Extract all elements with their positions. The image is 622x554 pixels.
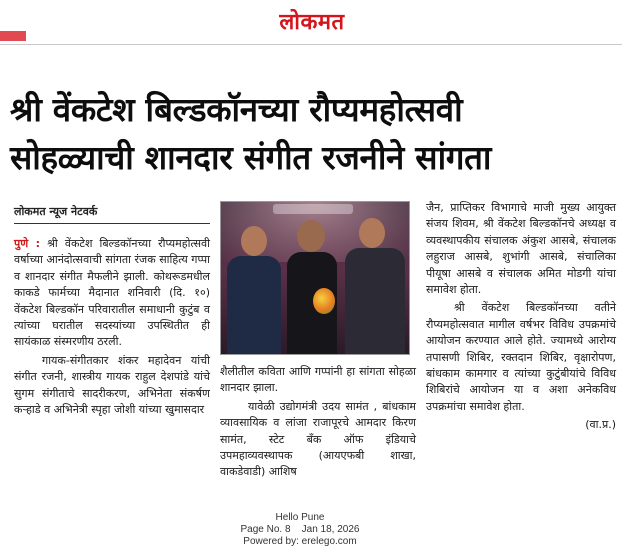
article-credit: (वा.प्र.) [585, 418, 616, 432]
dateline-place: पुणे : [14, 237, 41, 250]
article-photo [220, 201, 410, 355]
headline-line-1: श्री वेंकटेश बिल्डकॉनच्या रौप्यमहोत्सवी [10, 90, 463, 129]
footer-page-date: Page No. 8 Jan 18, 2026 [240, 524, 360, 535]
footer-powered-by: Powered by: erelego.com [243, 536, 357, 547]
col2-paragraph-1: शैलीतील कविता आणि गप्पांनी हा सांगता सोहळा शानदार झाला. [220, 365, 416, 395]
byline: लोकमत न्यूज नेटवर्क [14, 204, 210, 224]
article-headline [10, 86, 610, 182]
stage-sign [273, 204, 353, 214]
masthead-accent-mark [0, 31, 26, 41]
col3-paragraph-2: श्री वेंकटेश बिल्डकॉनच्या वतीने रौप्यमहोत्सवात मागील वर्षभर विविध उपक्रमांचे आयोजन करण्यात आले होते. ज्यामध्ये आरोग्य तपासणी शिबिर, रक्तदान शिबिर, वृक्षारोपण, बांधकाम कामगार व त्यांच्या कुटुंबीयांचे विविध शिबिरांचे आयोजन या व अशा अनेकविध उपक्रमांचा समावेश होता. [426, 301, 616, 413]
article-column-2 [220, 364, 416, 483]
footer-edition: Hello Pune [275, 512, 325, 523]
masthead [0, 0, 622, 45]
page-footer [220, 512, 380, 548]
col3-paragraph-1: जैन, प्राप्तिकर विभागाचे माजी मुख्य आयुक्त संजय शिवम, श्री वेंकटेश बिल्डकॉनचे अध्यक्ष व व्यवस्थापकीय संचालक अंकुश आसबे, संचालक लहुराज आसबे, शुभांगी आसबे, संचालिका पीयूषा आसबे व संचालक अमित मोडगी यांचा समावेश होता. [426, 201, 616, 297]
col2-paragraph-2: यावेळी उद्योगमंत्री उदय सामंत , बांधकाम व्यावसायिक व लांजा राजापूरचे आमदार किरण सामंत, स्टेट बँक ऑफ इंडियाचे उपमहाव्यवस्थापक (आयएफबी शाखा, वाकडेवाडी) आशिष [220, 399, 416, 479]
article-column-1 [14, 236, 210, 420]
lokmat-logo: लोकमत [279, 9, 345, 35]
headline-line-2: सोहळ्याची शानदार संगीत रजनीने सांगता [10, 138, 492, 177]
col1-paragraph-2: गायक-संगीतकार शंकर महादेवन यांची संगीत रजनी, शास्त्रीय गायक राहुल देशपांडे यांचे सुगम संगीताचे सादरीकरण, अभिनेता संकर्षण कऱ्हाडे व अभिनेत्री स्पृहा जोशी यांच्या खुमासदार [14, 353, 210, 417]
article-column-3 [426, 200, 616, 436]
col1-paragraph-1: श्री वेंकटेश बिल्डकॉनच्या रौप्यमहोत्सवी वर्षाच्या आनंदोत्सवाची सांगता रंजक साहित्य गप्पा व शानदार संगीत मैफलीने झाली. कोथरूडमधील काकडे फार्मच्या मैदानात शनिवारी (दि. १०) वेंकटेश बिल्डकॉन परिवारातील समाधानी कुटुंब व त्यांच्या घरातील सदस्यांच्या उपस्थितीत ही सायंकाळ संस्मरणीय ठरली. [14, 237, 210, 349]
flower-bouquet [313, 288, 335, 314]
